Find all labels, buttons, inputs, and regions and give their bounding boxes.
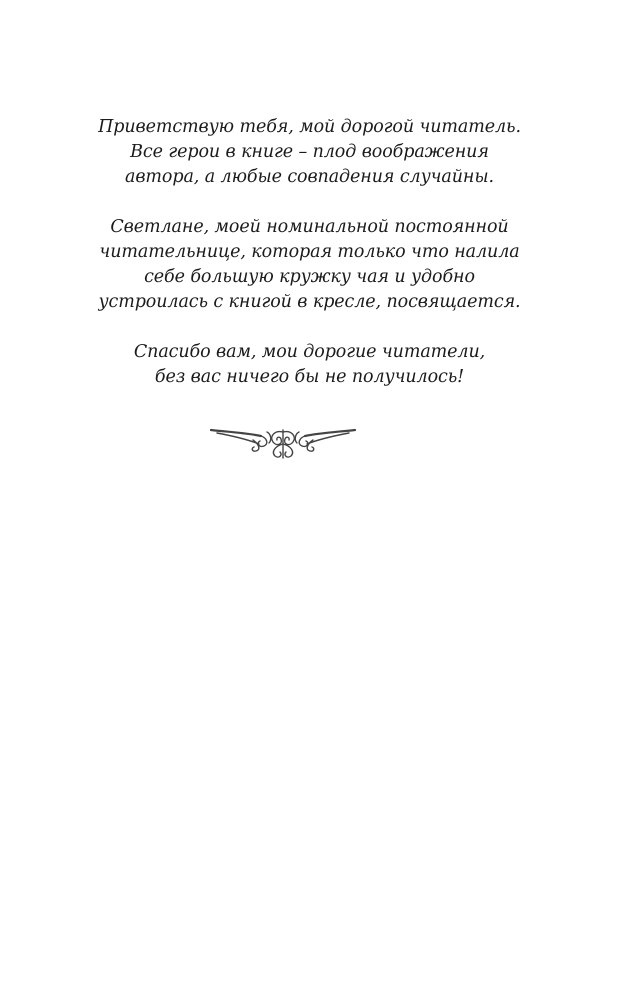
greeting-paragraph xyxy=(40,115,579,190)
dedication-line-1: Светлане, моей номинальной постоянной xyxy=(110,217,509,237)
thanks-paragraph xyxy=(40,340,579,390)
greeting-line-2: Все герои в книге – плод воображения xyxy=(130,142,489,162)
dedication-paragraph xyxy=(40,215,579,315)
thanks-line-2: без вас ничего бы не получилось! xyxy=(154,367,465,387)
thanks-line-1: Спасибо вам, мои дорогие читатели, xyxy=(133,342,486,362)
dedication-line-4: устроилась с книгой в кресле, посвящается. xyxy=(98,292,521,312)
dedication-line-3: себе большую кружку чая и удобно xyxy=(144,267,475,287)
greeting-line-1: Приветствую тебя, мой дорогой читатель. xyxy=(98,117,521,137)
flourish-divider-icon xyxy=(209,424,357,460)
dedication-line-2: читательнице, которая только что налила xyxy=(99,242,520,262)
greeting-line-3: автора, а любые совпадения случайны. xyxy=(125,167,494,187)
